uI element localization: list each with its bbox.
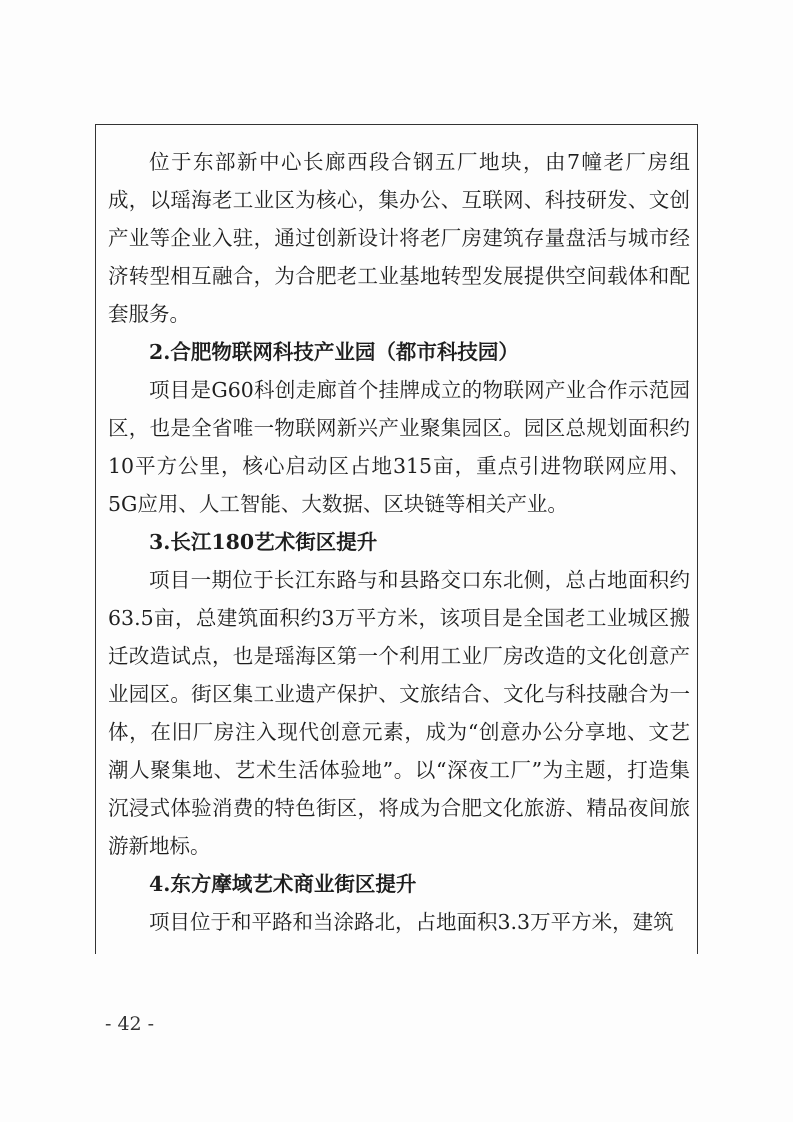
page-number: - 42 - bbox=[105, 1013, 155, 1035]
paragraph-1: 位于东部新中心长廊西段合钢五厂地块，由7幢老厂房组成，以瑶海老工业区为核心，集办公、互联网、科技研发、文创产业等企业入驻，通过创新设计将老厂房建筑存量盘活与城市经济转型相互融合，为合肥老工业基地转型发展提供空间载体和配套服务。 bbox=[108, 150, 690, 326]
paragraph-3: 项目一期位于长江东路与和县路交口东北侧，总占地面积约63.5亩，总建筑面积约3万平方米，该项目是全国老工业城区搬迁改造试点，也是瑶海区第一个利用工业厂房改造的文化创意产业园区。街区集工业遗产保护、文旅结合、文化与科技融合为一体，在旧厂房注入现代创意元素，成为“创意办公分享地、文艺潮人聚集地、艺术生活体验地”。以“深夜工厂”为主题，打造集沉浸式体验消费的特色街区，将成为合肥文化旅游、精品夜间旅游新地标。 bbox=[108, 568, 690, 858]
paragraph-2: 项目是G60科创走廊首个挂牌成立的物联网产业合作示范园区，也是全省唯一物联网新兴产业聚集园区。园区总规划面积约10平方公里，核心启动区占地315亩，重点引进物联网应用、5G应用、人工智能、大数据、区块链等相关产业。 bbox=[108, 378, 690, 516]
paragraph-4: 项目位于和平路和当涂路北，占地面积3.3万平方米，建筑 bbox=[149, 910, 674, 934]
heading-dongfang-moyu: 4.东方摩域艺术商业街区提升 bbox=[149, 872, 417, 896]
document-body bbox=[108, 143, 690, 941]
heading-iot-park: 2.合肥物联网科技产业园（都市科技园） bbox=[149, 340, 519, 364]
heading-changjiang-180: 3.长江180艺术街区提升 bbox=[149, 530, 378, 554]
